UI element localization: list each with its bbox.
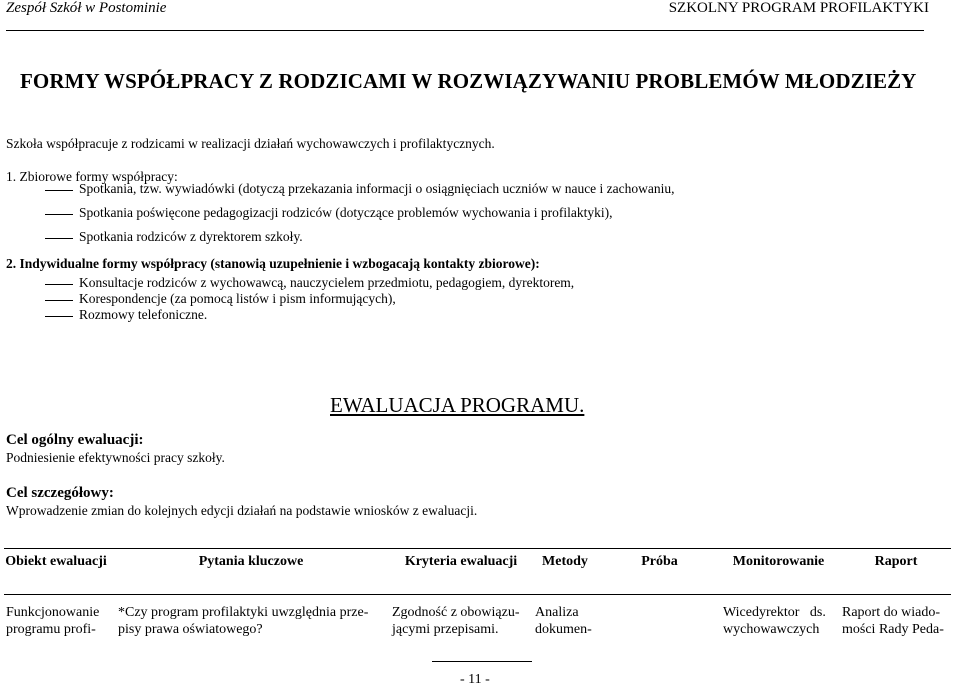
cell-metody-l1: Analiza (535, 605, 579, 620)
section1-item: Spotkania, tzw. wywiadówki (dotyczą przekazania informacji o osiągnięciach uczniów w nauce i zachowaniu, (79, 181, 675, 196)
dash-marker (45, 238, 73, 239)
header-school: Zespół Szkół w Postominie (6, 0, 167, 16)
cell-kryteria-l1: Zgodność z obowiązu- (392, 605, 520, 620)
cell-metody-l2: dokumen- (535, 622, 592, 637)
section2-item: Konsultacje rodziców z wychowawcą, nauczycielem przedmiotu, pedagogiem, dyrektorem, (79, 275, 575, 290)
cell-raport-l2: mości Rady Peda- (842, 622, 944, 637)
section2-heading: 2. Indywidualne formy współpracy (stanowią uzupełnienie i wzbogacają kontakty zbiorowe): (6, 256, 540, 271)
page-title: FORMY WSPÓŁPRACY Z RODZICAMI W ROZWIĄZYWANIU PROBLEMÓW MŁODZIEŻY (20, 69, 917, 93)
table-top-border (4, 548, 951, 549)
table-header-kryteria: Kryteria ewaluacji (404, 554, 518, 569)
cell-pytania-l1: *Czy program profilaktyki uwzględnia prze- (118, 605, 369, 620)
cell-kryteria-l2: jącymi przepisami. (392, 622, 499, 637)
intro-text: Szkoła współpracuje z rodzicami w realizacji działań wychowawczych i profilaktycznych. (6, 136, 495, 151)
dash-marker (45, 284, 73, 285)
cell-raport-l1: Raport do wiado- (842, 605, 940, 620)
cell-monitorowanie-l2: wychowawczych (723, 622, 820, 637)
section1-item: Spotkania poświęcone pedagogizacji rodziców (dotyczące problemów wychowania i profilaktyki), (79, 205, 613, 220)
section1-heading: 1. Zbiorowe formy współpracy: (6, 169, 178, 184)
footer-rule (432, 661, 532, 662)
cell-obiekt-l1: Funkcjonowanie (6, 605, 100, 620)
header-rule (6, 30, 924, 31)
page-number: - 11 - (460, 672, 490, 687)
dash-marker (45, 190, 73, 191)
table-header-metody: Metody (542, 554, 588, 569)
cell-pytania-l2: pisy prawa oświatowego? (118, 622, 263, 637)
header-program: SZKOLNY PROGRAM PROFILAKTYKI (668, 0, 929, 16)
table-row-divider (4, 594, 951, 595)
section2-item: Korespondencje (za pomocą listów i pism informujących), (79, 291, 396, 306)
table-header-obiekt: Obiekt ewaluacji (5, 554, 107, 569)
evaluation-title: EWALUACJA PROGRAMU. (330, 393, 585, 417)
cell-obiekt-l2: programu profi- (6, 622, 96, 637)
cell-monitorowanie-l1: Wicedyrektor ds. (723, 605, 826, 620)
dash-marker (45, 214, 73, 215)
table-header-monitorowanie: Monitorowanie (732, 554, 825, 569)
dash-marker (45, 316, 73, 317)
dash-marker (45, 300, 73, 301)
section2-item: Rozmowy telefoniczne. (79, 307, 208, 322)
section1-item: Spotkania rodziców z dyrektorem szkoły. (79, 229, 303, 244)
table-header-raport: Raport (874, 554, 918, 569)
detailed-goal-text: Wprowadzenie zmian do kolejnych edycji działań na podstawie wniosków z ewaluacji. (6, 503, 478, 518)
table-header-pytania: Pytania kluczowe (198, 554, 304, 569)
detailed-goal-label: Cel szczegółowy: (6, 485, 114, 501)
general-goal-label: Cel ogólny ewaluacji: (6, 432, 144, 448)
table-header-proba: Próba (641, 554, 678, 569)
general-goal-text: Podniesienie efektywności pracy szkoły. (6, 450, 225, 465)
